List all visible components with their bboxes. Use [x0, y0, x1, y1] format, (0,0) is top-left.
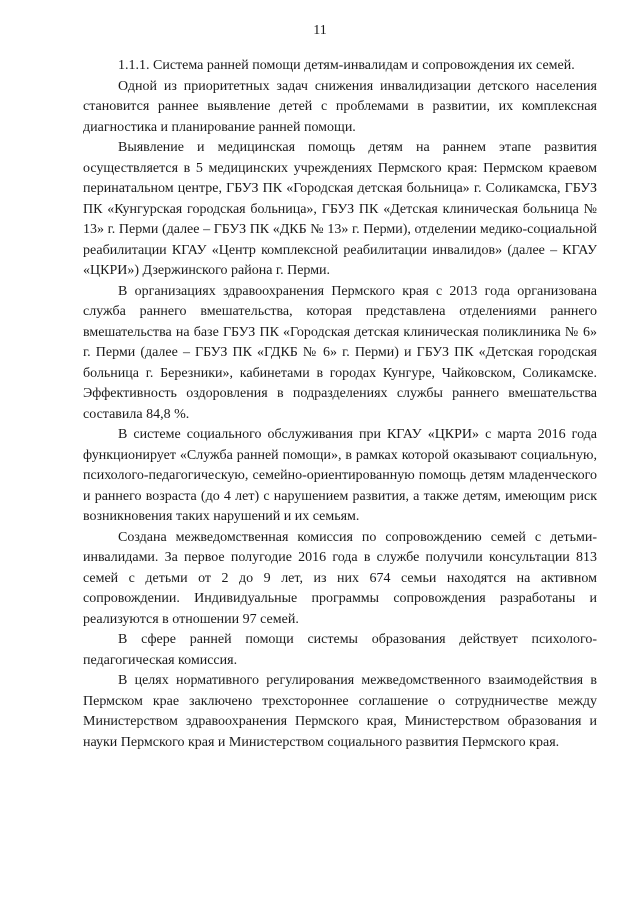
body-paragraph: В организациях здравоохранения Пермского края с 2013 года организована служба раннего вмешательства, которая представлена отделениями раннего вмешательства на базе ГБУЗ ПК «Городская детская клиническая поликлиника № 6» г. Перми (далее – ГБУЗ ПК «ГДКБ № 6» г. Перми) и ГБУЗ ПК «Детская городская больница г. Березники», кабинетами в городах Кунгуре, Чайковском, Соликамске. Эффективность оздоровления в подразделениях службы раннего вмешательства составила 84,8 %.: [83, 283, 597, 422]
page-number: 11: [313, 23, 327, 38]
body-paragraph: Одной из приоритетных задач снижения инвалидизации детского населения становится раннее выявление детей с проблемами в развитии, их комплексная диагностика и планирование ранней помощи.: [83, 78, 597, 135]
body-paragraph: Выявление и медицинская помощь детям на раннем этапе развития осуществляется в 5 медицинских учреждениях Пермского края: Пермском краевом перинатальном центре, ГБУЗ ПК «Городская детская больница» г. Соликамска, ГБУЗ ПК «Кунгурская городская больница», ГБУЗ ПК «Детская клиническая больница № 13» г. Перми (далее – ГБУЗ ПК «ДКБ № 13» г. Перми), отделении медико-социальной реабилитации КГАУ «Центр комплексной реабилитации инвалидов» (далее – КГАУ «ЦКРИ») Дзержинского района г. Перми.: [83, 140, 597, 278]
document-body: [83, 56, 597, 753]
body-paragraph: В сфере ранней помощи системы образования действует психолого-педагогическая комиссия.: [83, 632, 597, 668]
body-paragraph: В системе социального обслуживания при КГАУ «ЦКРИ» с марта 2016 года функционирует «Служба ранней помощи», в рамках которой оказывают социальную, психолого-педагогическую, семейно-ориентированную помощь детям младенческого и раннего возраста (до 4 лет) с нарушением развития, а также детям, имеющим риск возникновения таких нарушений и их семьям.: [83, 427, 597, 524]
section-heading-paragraph: 1.1.1. Система ранней помощи детям-инвалидам и сопровождения их семей.: [118, 58, 575, 73]
body-paragraph: В целях нормативного регулирования межведомственного взаимодействия в Пермском крае заключено трехстороннее соглашение о сотрудничестве между Министерством здравоохранения Пермского края, Министерством образования и науки Пермского края и Министерством социального развития Пермского края.: [83, 673, 597, 750]
body-paragraph: Создана межведомственная комиссия по сопровождению семей с детьми-инвалидами. За первое полугодие 2016 года в службе получили консультации 813 семей с детьми от 2 до 9 лет, из них 674 семьи находятся на активном сопровождении. Индивидуальные программы сопровождения разработаны и реализуются в отношении 97 семей.: [83, 529, 597, 627]
